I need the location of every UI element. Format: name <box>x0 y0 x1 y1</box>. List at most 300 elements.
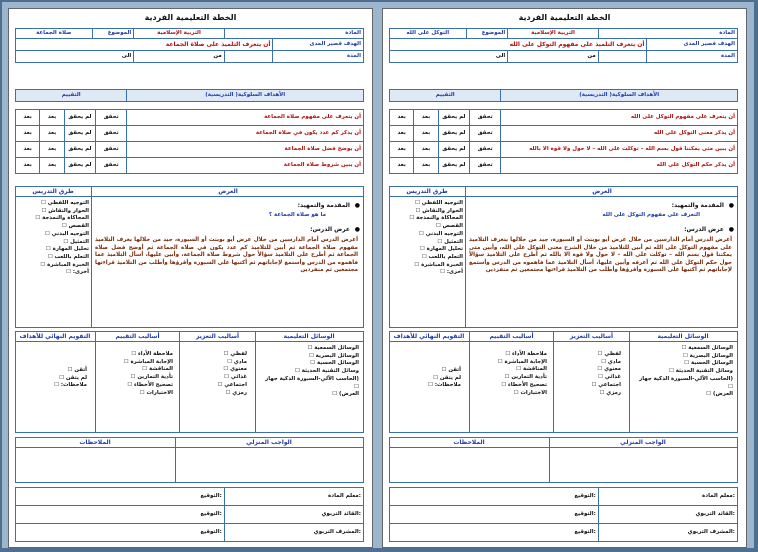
checkbox-icon[interactable]: ☐ <box>706 391 714 398</box>
objectives-header: الأهداف السلوكية( التدريسية) <box>501 90 738 102</box>
eval-option[interactable]: بعد <box>40 110 64 126</box>
list-item <box>101 374 173 382</box>
signature-row <box>16 506 364 524</box>
checkbox-icon[interactable]: ☐ <box>45 246 53 253</box>
list-item-label: وسائل التقنية الحديثة <box>675 368 733 375</box>
list-item <box>101 390 173 398</box>
checkbox-icon[interactable]: ☐ <box>409 215 417 222</box>
list-item <box>185 351 247 359</box>
objective-text: أن يتعرف على مفهوم صلاة الجماعة <box>127 110 364 126</box>
page-title: الخطة التعليمية الفردية <box>518 13 611 22</box>
checkbox-icon[interactable]: ☐ <box>308 352 316 359</box>
eval-option[interactable]: بعد <box>16 142 40 158</box>
checkbox-icon[interactable]: ☐ <box>684 360 691 367</box>
checkbox-icon[interactable]: ☐ <box>40 200 48 206</box>
homework-header: الواجب المنزلي <box>620 439 666 446</box>
intro-heading: المقدمة والتمهيد: <box>297 202 350 209</box>
notes-header: الملاحظات <box>453 439 485 446</box>
list-item <box>559 390 621 398</box>
intro-heading: المقدمة والتمهيد: <box>671 202 724 209</box>
signature-field[interactable]: التوقيع: <box>390 506 599 524</box>
lesson-heading: عرض الدرس: <box>684 226 724 233</box>
topic-value: صلاة الجماعة <box>16 29 93 39</box>
eval-option[interactable]: لم يحقق <box>64 110 95 126</box>
eval-option[interactable]: بعد <box>414 142 438 158</box>
plan-page-left <box>382 8 747 548</box>
objective-text: أن يبين شروط صلاة الجماعة <box>127 158 364 174</box>
lesson-bullet-icon: ● <box>354 226 360 233</box>
checkbox-icon[interactable]: ☐ <box>419 246 427 253</box>
homework-header: الواجب المنزلي <box>246 439 292 446</box>
list-item-label: التوجيه اللفظي <box>47 200 89 206</box>
checkbox-icon[interactable]: ☐ <box>505 351 513 357</box>
presentation-header: العرض <box>218 188 238 195</box>
goal-value: أن يتعرف التلميذ على مفهوم التوكل على الله <box>390 39 647 51</box>
eval-option[interactable]: تحقق <box>96 142 127 158</box>
list-item-label: غذائي <box>230 374 247 381</box>
checkbox-icon[interactable]: ☐ <box>54 382 61 389</box>
objectives-table <box>15 89 364 110</box>
checkbox-icon[interactable]: ☐ <box>310 360 317 367</box>
signature-field[interactable]: التوقيع: <box>390 524 599 542</box>
list-item <box>19 246 89 254</box>
list-item <box>393 215 463 223</box>
list-item <box>259 368 359 376</box>
list-item-label: مادي <box>233 358 247 365</box>
eval-option[interactable]: تحقق <box>470 142 501 158</box>
list-item <box>19 269 89 277</box>
list-item <box>559 351 621 359</box>
eval-option[interactable]: بعد <box>390 110 414 126</box>
eval-option[interactable]: بعد <box>16 110 40 126</box>
eval-option[interactable]: تحقق <box>470 158 501 174</box>
list-item-label: الحوار والنقاش <box>422 207 463 214</box>
subject-label: المادة <box>224 29 363 39</box>
signature-field[interactable]: التوقيع: <box>16 524 225 542</box>
checkbox-icon[interactable]: ☐ <box>130 374 138 381</box>
methods-header: طرق التدريس <box>406 188 448 195</box>
list-item <box>633 376 733 391</box>
intro-line: التعرف على مفهوم التوكل على الله <box>602 212 700 218</box>
signature-role: القائد التربوي: <box>224 506 363 524</box>
list-item-label: معنوي <box>230 366 247 373</box>
page-title: الخطة التعليمية الفردية <box>144 13 237 22</box>
eval-option[interactable]: بعد <box>390 158 414 174</box>
list-item <box>101 366 173 374</box>
list-item-label: أتقن <box>74 367 87 373</box>
final-eval-list <box>395 367 461 390</box>
list-item <box>395 367 461 375</box>
list-item-label: التعلم باللعب <box>54 253 89 260</box>
from-label: من <box>134 51 224 63</box>
list-item <box>559 359 621 367</box>
checkbox-icon[interactable]: ☐ <box>591 381 599 388</box>
checkbox-icon[interactable]: ☐ <box>35 215 43 222</box>
list-item <box>101 359 173 367</box>
eval-methods-list <box>101 351 173 397</box>
checkbox-icon[interactable]: ☐ <box>421 253 429 260</box>
list-item <box>393 200 463 208</box>
checkbox-icon[interactable]: ☐ <box>40 261 48 268</box>
objective-row <box>16 110 364 126</box>
signature-field[interactable]: التوقيع: <box>390 488 599 506</box>
eval-option[interactable]: لم يحقق <box>438 110 469 126</box>
checkbox-icon[interactable]: ☐ <box>142 366 149 373</box>
list-item <box>393 231 463 239</box>
list-item-label: التمثيل <box>444 238 463 245</box>
checkbox-icon[interactable]: ☐ <box>513 389 521 396</box>
intro-bullet-icon: ● <box>728 202 734 209</box>
objective-text: أن يذكر كم عدد يكون في صلاة الجماعة <box>127 126 364 142</box>
objectives-header: الأهداف السلوكية( التدريسية) <box>127 90 364 102</box>
reinforce-list <box>185 351 247 397</box>
list-item <box>633 368 733 376</box>
eval-option[interactable]: تحقق <box>470 110 501 126</box>
list-item-label: التوجيه البدني <box>51 230 89 237</box>
list-item <box>185 359 247 367</box>
list-item <box>395 382 461 390</box>
list-item-label: اجتماعي <box>598 381 621 388</box>
list-item <box>19 231 89 239</box>
list-item <box>19 254 89 262</box>
final-eval-list <box>21 367 87 390</box>
objective-rows <box>15 109 364 174</box>
to-label: الى <box>390 51 508 63</box>
checkbox-icon[interactable]: ☐ <box>598 374 605 381</box>
list-item-label: لم يتقن <box>439 374 461 381</box>
final-eval-header: التقويم النهائي للأهداف <box>393 333 465 340</box>
checkbox-icon[interactable]: ☐ <box>504 374 512 381</box>
checkbox-icon[interactable]: ☐ <box>61 223 69 230</box>
checkbox-icon[interactable]: ☐ <box>127 381 135 388</box>
list-item <box>633 353 733 361</box>
list-item <box>101 382 173 390</box>
list-item-label: التوجيه البدني <box>425 230 463 237</box>
list-item-label: الوسائل السمعية <box>314 345 359 351</box>
list-item <box>475 366 547 374</box>
list-item-label: تحليل المهارة <box>426 246 463 253</box>
list-item-label: المناقشة <box>149 366 173 373</box>
checkbox-icon[interactable]: ☐ <box>41 207 49 214</box>
list-item-label: الإجابة المباشرة <box>504 358 547 365</box>
list-item <box>101 351 173 359</box>
list-item-label: التوجيه اللفظي <box>421 200 463 206</box>
eval-option[interactable]: بعد <box>390 126 414 142</box>
checkbox-icon[interactable]: ☐ <box>223 366 231 373</box>
list-item <box>259 360 359 368</box>
checkbox-icon[interactable]: ☐ <box>599 389 607 396</box>
eval-option[interactable]: لم يحقق <box>438 142 469 158</box>
signatures-table <box>15 487 364 542</box>
list-item <box>475 351 547 359</box>
list-item <box>393 269 463 277</box>
list-item <box>185 374 247 382</box>
list-item <box>21 375 87 383</box>
list-item <box>393 223 463 231</box>
list-item <box>475 359 547 367</box>
signature-row <box>16 524 364 542</box>
list-item-label: أخرى: <box>72 269 89 276</box>
duration-label: المدة <box>647 51 738 63</box>
goal-label: الهدف قصير المدى <box>647 39 738 51</box>
checkbox-icon[interactable]: ☐ <box>217 381 225 388</box>
objective-row <box>390 110 738 126</box>
to-label: الى <box>16 51 134 63</box>
list-item-label: الوسائل الحسية <box>316 360 359 367</box>
checkbox-icon[interactable]: ☐ <box>123 358 131 365</box>
checkbox-icon[interactable]: ☐ <box>441 367 449 373</box>
objective-text: أن يبين متى يمكننا قول بسم الله – توكلت على الله – لا حول ولا قوة الا بالله <box>501 142 738 158</box>
objectives-table <box>389 89 738 110</box>
objective-text: أن يوضح فضل صلاة الجماعة <box>127 142 364 158</box>
list-item <box>19 215 89 223</box>
checkbox-icon[interactable]: ☐ <box>437 238 445 245</box>
list-item-label: وسائل التقنية الحديثة <box>301 368 359 375</box>
checkbox-icon[interactable]: ☐ <box>728 383 733 390</box>
topic-label: الموضوع <box>466 29 508 39</box>
checkbox-icon[interactable]: ☐ <box>44 230 52 237</box>
list-item-label: ملاحظات: <box>434 382 461 389</box>
lesson-heading: عرض الدرس: <box>310 226 350 233</box>
header-table <box>15 28 364 63</box>
list-item <box>633 360 733 368</box>
checkbox-icon[interactable]: ☐ <box>418 230 426 237</box>
eval-option[interactable]: بعد <box>414 126 438 142</box>
list-item <box>185 390 247 398</box>
list-item-label: المحاكاة والنمذجة <box>42 215 89 222</box>
eval-option[interactable]: تحقق <box>96 126 127 142</box>
notes-header: الملاحظات <box>79 439 111 446</box>
eval-option[interactable]: تحقق <box>96 110 127 126</box>
signature-field[interactable]: التوقيع: <box>16 488 225 506</box>
list-item-label: رمزي <box>606 389 621 396</box>
signature-role: معلم المادة: <box>598 488 737 506</box>
eval-methods-header: أساليب التقييم <box>115 333 160 340</box>
eval-option[interactable]: بعد <box>390 142 414 158</box>
plan-page-right <box>8 8 373 548</box>
list-item-label: لم يتقن <box>65 374 87 381</box>
list-item-label: التعلم باللعب <box>428 253 463 260</box>
list-item <box>395 375 461 383</box>
subject-value: التربية الإسلامية <box>134 29 224 39</box>
methods-list <box>393 200 463 277</box>
eval-option[interactable]: بعد <box>40 126 64 142</box>
list-item-label: الإجابة المباشرة <box>130 358 173 365</box>
signature-field[interactable]: التوقيع: <box>16 506 225 524</box>
checkbox-icon[interactable]: ☐ <box>597 366 605 373</box>
header-table <box>389 28 738 63</box>
checkbox-icon[interactable]: ☐ <box>63 238 71 245</box>
list-item-label: تأدية التمارين <box>137 374 173 381</box>
objective-row <box>390 158 738 174</box>
eval-option[interactable]: بعد <box>414 110 438 126</box>
checkbox-icon[interactable]: ☐ <box>597 351 605 357</box>
list-item-label: المحاكاة والنمذجة <box>416 215 463 222</box>
list-item <box>19 239 89 247</box>
signature-role: المشرف التربوي: <box>598 524 737 542</box>
list-item <box>21 382 87 390</box>
signature-role: القائد التربوي: <box>598 506 737 524</box>
checkbox-icon[interactable]: ☐ <box>67 367 75 373</box>
list-item-label: تصحيح الأخطاء <box>508 381 547 388</box>
signature-row <box>390 488 738 506</box>
objective-row <box>16 158 364 174</box>
list-item <box>559 374 621 382</box>
list-item <box>259 345 359 353</box>
objective-row <box>16 142 364 158</box>
signatures-table <box>389 487 738 542</box>
aids-header: الوسائل التعليمية <box>657 333 709 340</box>
list-item-label: أخرى: <box>446 269 463 276</box>
checkbox-icon[interactable]: ☐ <box>414 261 422 268</box>
topic-value: التوكل على الله <box>390 29 467 39</box>
checkbox-icon[interactable]: ☐ <box>225 389 233 396</box>
list-item <box>185 382 247 390</box>
list-item-label: العرض) <box>713 391 733 398</box>
checkbox-icon[interactable]: ☐ <box>295 368 302 375</box>
checkbox-icon[interactable]: ☐ <box>332 391 340 398</box>
eval-option[interactable]: تحقق <box>470 126 501 142</box>
list-item-label: الخبرة المباشرة <box>421 261 463 268</box>
checkbox-icon[interactable]: ☐ <box>516 366 523 373</box>
goal-value: أن يتعرف التلميذ على صلاة الجماعة <box>16 39 273 51</box>
goal-label: الهدف قصير المدى <box>273 39 364 51</box>
eval-option[interactable]: بعد <box>414 158 438 174</box>
list-item <box>259 391 359 399</box>
checkbox-icon[interactable]: ☐ <box>682 352 690 359</box>
list-item-label: لفظي <box>230 351 247 357</box>
list-item-label: الاختبارات <box>520 389 547 396</box>
objective-text: أن يذكر حكم التوكل على الله <box>501 158 738 174</box>
evaluation-header: التقييم <box>16 90 127 102</box>
list-item-label: معنوي <box>604 366 621 373</box>
eval-option[interactable]: بعد <box>40 142 64 158</box>
list-item-label: اجتماعي <box>224 381 247 388</box>
list-item-label: التمثيل <box>70 238 89 245</box>
final-eval-header: التقويم النهائي للأهداف <box>19 333 91 340</box>
list-item <box>559 382 621 390</box>
eval-option[interactable]: لم يحقق <box>64 158 95 174</box>
eval-option[interactable]: بعد <box>40 158 64 174</box>
checkbox-icon[interactable]: ☐ <box>501 381 509 388</box>
eval-option[interactable]: بعد <box>16 126 40 142</box>
reinforce-list <box>559 351 621 397</box>
checkbox-icon[interactable]: ☐ <box>47 253 55 260</box>
list-item <box>185 366 247 374</box>
signature-row <box>390 524 738 542</box>
list-item-label: الاختبارات <box>146 389 173 396</box>
list-item <box>19 223 89 231</box>
checkbox-icon[interactable]: ☐ <box>354 383 359 390</box>
checkbox-icon[interactable]: ☐ <box>433 374 440 381</box>
list-item <box>393 246 463 254</box>
checkbox-icon[interactable]: ☐ <box>440 269 447 276</box>
eval-methods-header: أساليب التقييم <box>489 333 534 340</box>
list-item-label: ملاحظات: <box>60 382 87 389</box>
list-item <box>19 200 89 208</box>
checkbox-icon[interactable]: ☐ <box>227 358 234 365</box>
list-item-label: (الحاسب الآلي-السبورة الذكية جهاز <box>639 375 733 382</box>
objective-row <box>390 142 738 158</box>
eval-option[interactable]: بعد <box>16 158 40 174</box>
checkbox-icon[interactable]: ☐ <box>131 351 139 357</box>
list-item-label: الوسائل السمعية <box>688 345 733 351</box>
list-item <box>475 382 547 390</box>
list-item <box>393 254 463 262</box>
objective-row <box>390 126 738 142</box>
eval-option[interactable]: تحقق <box>96 158 127 174</box>
list-item <box>633 345 733 353</box>
list-item-label: تأدية التمارين <box>511 374 547 381</box>
signature-row <box>16 488 364 506</box>
list-item <box>633 391 733 399</box>
list-item-label: رمزي <box>232 389 247 396</box>
objective-text: أن يذكر معنى التوكل على الله <box>501 126 738 142</box>
checkbox-icon[interactable]: ☐ <box>669 368 676 375</box>
checkbox-icon[interactable]: ☐ <box>139 389 147 396</box>
list-item <box>475 390 547 398</box>
checkbox-icon[interactable]: ☐ <box>224 374 231 381</box>
eval-methods-list <box>475 351 547 397</box>
list-item-label: القصص <box>68 223 89 230</box>
checkbox-icon[interactable]: ☐ <box>59 374 66 381</box>
list-item <box>475 374 547 382</box>
list-item-label: القصص <box>442 223 463 230</box>
list-item <box>21 367 87 375</box>
checkbox-icon[interactable]: ☐ <box>601 358 608 365</box>
list-item-label: الوسائل الحسية <box>690 360 733 367</box>
topic-label: الموضوع <box>92 29 134 39</box>
checkbox-icon[interactable]: ☐ <box>428 382 435 389</box>
lesson-bullet-icon: ● <box>728 226 734 233</box>
list-item <box>559 366 621 374</box>
list-item-label: (الحاسب الآلي-السبورة الذكية جهاز <box>265 375 359 382</box>
eval-option[interactable]: لم يحقق <box>438 126 469 142</box>
intro-line: ما هو صلاة الجماعة ؟ <box>268 212 326 218</box>
signature-role: المشرف التربوي: <box>224 524 363 542</box>
checkbox-icon[interactable]: ☐ <box>66 269 73 276</box>
checkbox-icon[interactable]: ☐ <box>415 207 423 214</box>
checkbox-icon[interactable]: ☐ <box>435 223 443 230</box>
checkbox-icon[interactable]: ☐ <box>223 351 231 357</box>
from-label: من <box>508 51 598 63</box>
list-item-label: أتقن <box>448 367 461 373</box>
signature-row <box>390 506 738 524</box>
signature-role: معلم المادة: <box>224 488 363 506</box>
checkbox-icon[interactable]: ☐ <box>414 200 422 206</box>
subject-label: المادة <box>598 29 737 39</box>
list-item <box>259 376 359 391</box>
list-item-label: الخبرة المباشرة <box>47 261 89 268</box>
checkbox-icon[interactable]: ☐ <box>497 358 505 365</box>
presentation-header: العرض <box>592 188 612 195</box>
eval-option[interactable]: لم يحقق <box>64 126 95 142</box>
reinforce-header: أساليب التعزيز <box>569 333 614 340</box>
list-item-label: المناقشة <box>523 366 547 373</box>
list-item <box>259 353 359 361</box>
subject-value: التربية الإسلامية <box>508 29 598 39</box>
checkbox-icon[interactable]: ☐ <box>307 345 315 351</box>
checkbox-icon[interactable]: ☐ <box>681 345 689 351</box>
eval-option[interactable]: لم يحقق <box>64 142 95 158</box>
list-item-label: الحوار والنقاش <box>48 207 89 214</box>
objective-row <box>16 126 364 142</box>
list-item-label: تصحيح الأخطاء <box>134 381 173 388</box>
aids-header: الوسائل التعليمية <box>283 333 335 340</box>
list-item <box>393 239 463 247</box>
methods-list <box>19 200 89 277</box>
eval-option[interactable]: لم يحقق <box>438 158 469 174</box>
